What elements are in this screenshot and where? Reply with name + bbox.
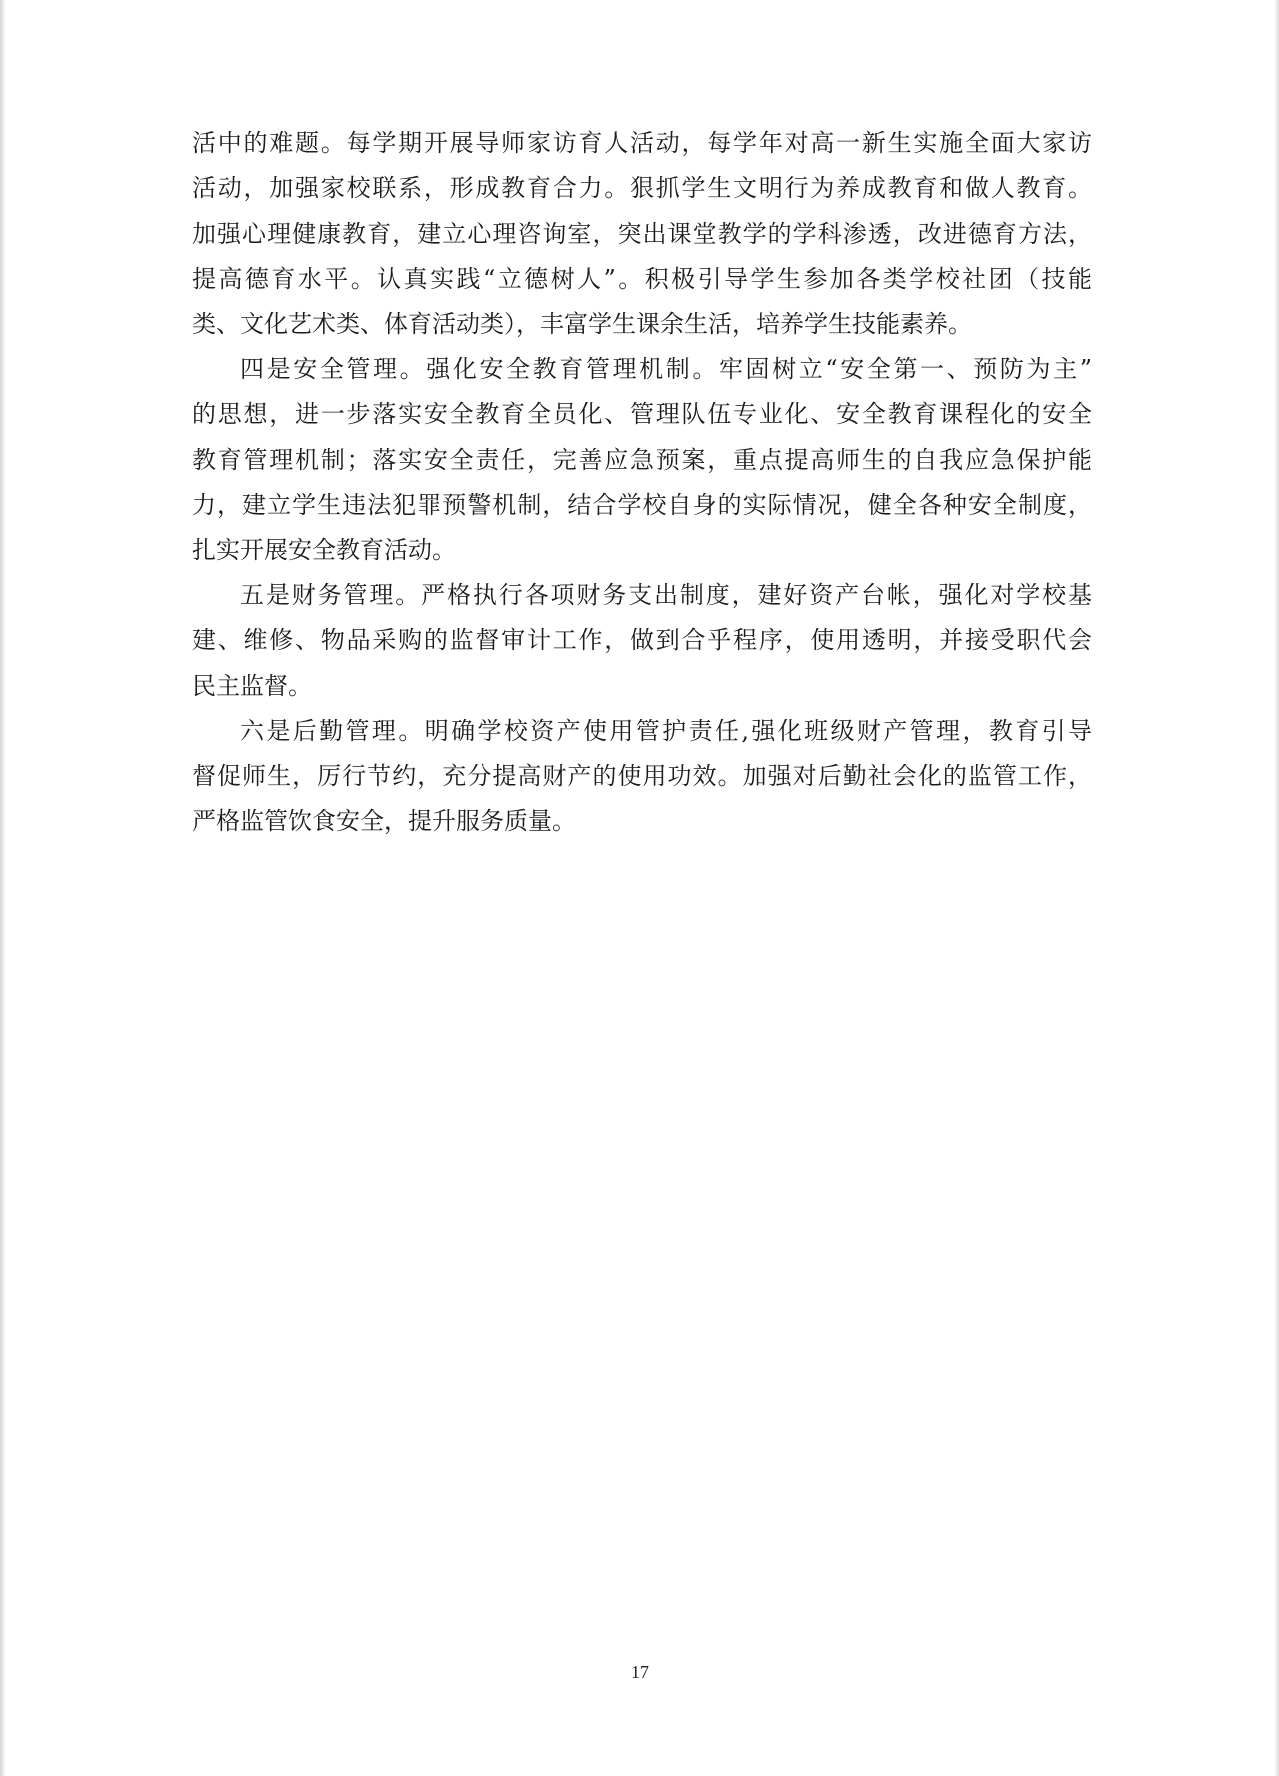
text-line: 四是安全管理。强化安全教育管理机制。牢固树立“安全第一、预防为主” — [240, 355, 1092, 383]
text-line: 的思想，进一步落实安全教育全员化、管理队伍专业化、安全教育课程化的安全 — [192, 400, 1092, 428]
text-line: 民主监督。 — [192, 672, 312, 700]
text-line: 督促师生，厉行节约，充分提高财产的使用功效。加强对后勤社会化的监管工作， — [192, 762, 1092, 790]
text-line: 活动，加强家校联系，形成教育合力。狠抓学生文明行为养成教育和做人教育。 — [192, 174, 1092, 202]
text-line: 类、文化艺术类、体育活动类），丰富学生课余生活，培养学生技能素养。 — [192, 310, 972, 338]
text-line: 五是财务管理。严格执行各项财务支出制度，建好资产台帐，强化对学校基 — [240, 581, 1092, 609]
text-line: 扎实开展安全教育活动。 — [192, 536, 456, 564]
page-number: 17 — [631, 1662, 649, 1682]
text-line: 六是后勤管理。明确学校资产使用管护责任,强化班级财产管理，教育引导 — [240, 717, 1092, 745]
text-line: 活中的难题。每学期开展导师家访育人活动，每学年对高一新生实施全面大家访 — [192, 129, 1092, 157]
text-line: 教育管理机制；落实安全责任，完善应急预案，重点提高师生的自我应急保护能 — [192, 446, 1092, 474]
text-line: 严格监管饮食安全，提升服务质量。 — [192, 807, 576, 835]
page-edge-shadow-left — [0, 0, 6, 1776]
text-line: 力，建立学生违法犯罪预警机制，结合学校自身的实际情况，健全各种安全制度， — [192, 491, 1092, 519]
text-line: 加强心理健康教育，建立心理咨询室，突出课堂教学的学科渗透，改进德育方法， — [192, 220, 1092, 248]
text-line: 提高德育水平。认真实践“立德树人”。积极引导学生参加各类学校社团（技能 — [192, 265, 1092, 293]
text-line: 建、维修、物品采购的监督审计工作，做到合乎程序，使用透明，并接受职代会 — [192, 626, 1092, 654]
page-edge-shadow-right — [1274, 0, 1279, 1776]
